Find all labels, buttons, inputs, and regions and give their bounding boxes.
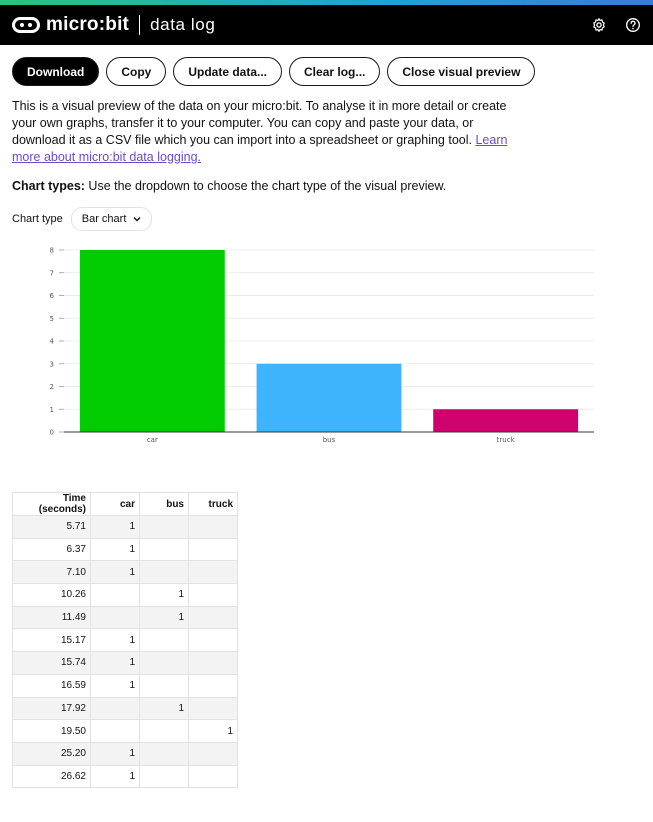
microbit-logo-icon: [12, 17, 40, 33]
table-cell: 17.92: [13, 697, 91, 720]
x-tick-label: bus: [322, 436, 336, 444]
clear-log-button[interactable]: Clear log...: [289, 57, 380, 86]
table-cell: [140, 561, 189, 584]
y-tick-label: 1: [49, 405, 54, 414]
bar-truck: [433, 409, 578, 432]
table-cell: [91, 697, 140, 720]
copy-button[interactable]: Copy: [106, 57, 166, 86]
header-divider: [139, 15, 140, 35]
bar-bus: [257, 364, 402, 432]
table-cell: [189, 697, 238, 720]
table-row: [13, 720, 238, 743]
chart-types-text: Use the dropdown to choose the chart type of the visual preview.: [84, 178, 447, 193]
table-cell: [189, 584, 238, 607]
table-cell: [140, 629, 189, 652]
table-cell: 1: [140, 697, 189, 720]
table-cell: [189, 606, 238, 629]
table-cell: 10.26: [13, 584, 91, 607]
table-body: [13, 516, 238, 788]
app-title: data log: [150, 15, 216, 34]
table-cell: [91, 720, 140, 743]
table-header-cell: truck: [189, 493, 238, 516]
table-row: [13, 561, 238, 584]
chart-type-selected-value: Bar chart: [81, 212, 127, 225]
chart-type-row: [0, 207, 653, 231]
update-data-button[interactable]: Update data...: [173, 57, 282, 86]
table-cell: 1: [91, 538, 140, 561]
table-cell: [140, 765, 189, 788]
table-row: [13, 697, 238, 720]
data-table: [12, 492, 238, 788]
table-header-row: [13, 493, 238, 516]
table-cell: [189, 538, 238, 561]
table-cell: 1: [91, 742, 140, 765]
table-row: [13, 629, 238, 652]
table-cell: 15.74: [13, 652, 91, 675]
table-cell: 16.59: [13, 674, 91, 697]
table-cell: 1: [189, 720, 238, 743]
table-cell: [189, 629, 238, 652]
learn-more-link[interactable]: Learn more about micro:bit data logging.: [12, 133, 508, 164]
intro-paragraph: [0, 98, 524, 166]
intro-text: This is a visual preview of the data on your micro:bit. To analyse it in more detail or create your own graphs, transfer it to your computer. You can copy and paste your data, or download it as a CSV file which you can import into a spreadsheet or graphing tool.: [12, 99, 507, 147]
y-tick-label: 0: [49, 428, 54, 437]
table-cell: [189, 742, 238, 765]
help-question-icon[interactable]: [625, 17, 641, 33]
logo-text: micro:bit: [46, 14, 130, 35]
table-cell: 7.10: [13, 561, 91, 584]
table-cell: [140, 538, 189, 561]
y-tick-label: 7: [49, 269, 54, 278]
table-header-cell: bus: [140, 493, 189, 516]
table-row: [13, 516, 238, 539]
bar-chart-svg: [0, 238, 653, 448]
table-row: [13, 742, 238, 765]
download-button[interactable]: Download: [12, 57, 99, 86]
table-cell: 15.17: [13, 629, 91, 652]
table-cell: [140, 742, 189, 765]
table-row: [13, 538, 238, 561]
table-cell: 11.49: [13, 606, 91, 629]
table-cell: [189, 765, 238, 788]
table-cell: [189, 561, 238, 584]
y-tick-label: 6: [49, 292, 54, 300]
chart-types-heading: Chart types:: [12, 178, 85, 193]
table-cell: [189, 516, 238, 539]
table-cell: 1: [91, 652, 140, 675]
table-cell: [189, 674, 238, 697]
table-cell: 1: [91, 516, 140, 539]
table-cell: 6.37: [13, 538, 91, 561]
table-row: [13, 674, 238, 697]
chevron-down-icon: [133, 216, 141, 222]
table-cell: 1: [91, 561, 140, 584]
y-tick-label: 2: [49, 383, 54, 391]
table-cell: [189, 652, 238, 675]
table-cell: 1: [91, 765, 140, 788]
table-cell: [140, 674, 189, 697]
table-row: [13, 606, 238, 629]
table-row: [13, 652, 238, 675]
table-cell: 5.71: [13, 516, 91, 539]
table-cell: [91, 606, 140, 629]
table-cell: 19.50: [13, 720, 91, 743]
chart-types-help: [0, 179, 653, 193]
y-tick-label: 5: [49, 314, 54, 323]
bar-chart: [0, 238, 653, 448]
table-cell: 1: [91, 674, 140, 697]
data-table-container: [12, 492, 238, 788]
x-tick-label: car: [146, 436, 158, 444]
table-header-cell: Time (seconds): [13, 493, 91, 516]
table-header-cell: car: [91, 493, 140, 516]
y-tick-label: 4: [49, 337, 54, 346]
y-tick-label: 8: [49, 246, 54, 255]
table-cell: 1: [140, 606, 189, 629]
table-cell: 1: [140, 584, 189, 607]
table-row: [13, 765, 238, 788]
table-cell: [140, 720, 189, 743]
settings-gear-icon[interactable]: [591, 17, 607, 33]
table-cell: 26.62: [13, 765, 91, 788]
table-cell: 1: [91, 629, 140, 652]
chart-type-select[interactable]: [71, 207, 153, 231]
table-cell: [140, 652, 189, 675]
x-tick-label: truck: [496, 436, 515, 444]
action-toolbar: [0, 45, 653, 86]
table-cell: 25.20: [13, 742, 91, 765]
bar-car: [80, 250, 225, 432]
table-cell: [91, 584, 140, 607]
y-tick-label: 3: [49, 360, 54, 369]
microbit-logo: [12, 14, 129, 36]
table-row: [13, 584, 238, 607]
chart-type-label: Chart type: [12, 212, 63, 225]
close-visual-preview-button[interactable]: Close visual preview: [387, 57, 535, 86]
table-cell: [140, 516, 189, 539]
app-header: [0, 5, 653, 45]
